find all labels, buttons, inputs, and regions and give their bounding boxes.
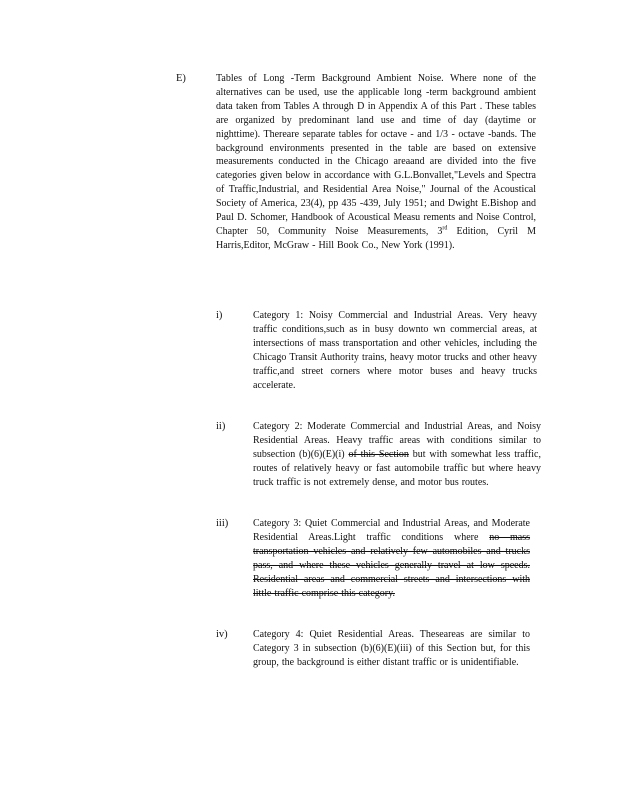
item-iii-struck-text: no mass transportation vehicles and relatively few automobiles and trucks pass, and where these vehicles generally travel at low speeds. Residential areas and commercial streets and intersections with little traffic comprise this category. xyxy=(253,531,531,599)
item-iii-paragraph xyxy=(253,517,530,600)
section-e-paragraph xyxy=(216,72,536,253)
item-iv-paragraph xyxy=(253,628,530,670)
item-marker-iii: iii) xyxy=(216,518,229,529)
superscript-rd: rd xyxy=(442,225,448,232)
item-ii-struck-text: of this Section xyxy=(348,448,409,460)
item-marker-iv: iv) xyxy=(216,629,228,640)
item-marker-i: i) xyxy=(216,310,223,321)
item-ii-paragraph xyxy=(253,420,541,490)
item-ii-text: Category 2: Moderate Commercial and Industrial Areas, and Noisy Residential Areas. Heavy traffic areas with conditions similar to subsection (b)(6)(E)(i) xyxy=(253,421,541,460)
item-i-text: Category 1: Noisy Commercial and Industrial Areas. Very heavy traffic conditions,such as in busy downto wn commercial areas, at intersections of mass transportation and other vehicles, including the Chicago Transit Authority trains, heavy motor trucks and other heavy traffic,and street corners where motor buses and heavy trucks accelerate. xyxy=(253,310,537,391)
section-e-text-end: Edition, Cyril M Harris,Editor, McGraw - Hill Book Co., New York (1991). xyxy=(216,225,536,251)
item-iii-text: Category 3: Quiet Commercial and Industrial Areas, and Moderate Residential Areas.Light traffic conditions where xyxy=(253,518,530,543)
item-marker-ii: ii) xyxy=(216,421,226,432)
section-marker-e: E) xyxy=(176,73,186,84)
section-e-text: Tables of Long -Term Background Ambient Noise. Where none of the alternatives can be used, use the applicable long -term background ambient data taken from Tables A through D in Appendix A of this Part . These tables are organized by predominant land use and time of day (daytime or nighttime). Thereare separate tables for octave - and 1/3 - octave -bands. The background environments presented in the table are based on extensive measurements conducted in the Chicago areaand are divided into the five categories given below in accordance with G.L.Bonvallet,"Levels and Spectra of Traffic,Industrial, and Residential Area Noise," Journal of the Acoustical Society of America, 23(4), pp 435 -439, July 1951; and Dwight E.Bishop and Paul D. Schomer, Handbook of Acoustical Measu rements and Noise Control, Chapter 50, Community Noise Measurements, 3 xyxy=(216,73,536,237)
item-iv-text: Category 4: Quiet Residential Areas. Theseareas are similar to Category 3 in subsection (b)(6)(E)(iii) of this Section but, for this group, the background is either distant traffic or is unidentifiable. xyxy=(253,629,530,668)
item-ii-text-end: but with somewhat less traffic, routes of relatively heavy or fast automobile traffic but where heavy truck traffic is not extremely dense, and motor bus routes. xyxy=(253,448,541,488)
item-i-paragraph xyxy=(253,309,537,392)
